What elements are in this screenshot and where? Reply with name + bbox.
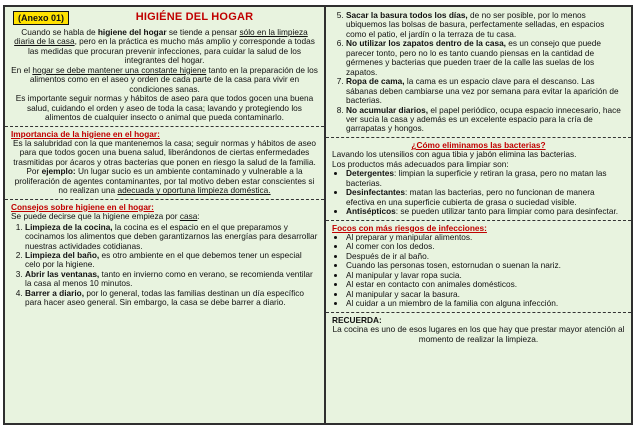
tips-heading: Consejos sobre higiene en el hogar: [11, 201, 154, 212]
risks-heading: Focos con más riesgos de infecciones: [332, 222, 487, 233]
list-item: 5. Sacar la basura todos los días, de no ser posible, por lo menos ubiquemos las bolsas de basura, perfectamente selladas, en espacios como el patio, el jardín o la terraza de tu casa. [346, 11, 625, 39]
eliminate-intro-2: Los productos más adecuados para limpiar son: [332, 158, 509, 169]
list-item: • Al estar en contacto con animales domésticos. [346, 280, 625, 289]
intro-paragraph-3: Es importante seguir normas y hábitos de aseo para que todos gocen una buena salud, cuidando el orden y aseo de toda la casa; lavando y protegiendo los alimentos de cualquier insecto o animal que pueda contaminarlo. [15, 93, 314, 123]
left-column [5, 7, 324, 423]
products-list [332, 169, 625, 216]
list-item: 1. Limpieza de la cocina, la cocina es el espacio en el que preparamos y cocinamos los alimentos que deben garantizarnos las energías para desarrollar nuestras actividades cotidianas. [25, 223, 318, 251]
list-item: • Al manipular y sacar la basura. [346, 290, 625, 299]
divider [326, 312, 631, 313]
list-item: • Al manipular y lavar ropa sucia. [346, 271, 625, 280]
list-item: • Detergentes: limpian la superficie y retiran la grasa, pero no matan las bacterias. [346, 169, 625, 188]
list-item: • Desinfectantes: matan las bacterias, pero no funcionan de manera efectiva en una superficie cubierta de grasa o suciedad visible. [346, 188, 625, 207]
list-item: • Antisépticos: se pueden utilizar tanto para limpiar como para desinfectar. [346, 207, 625, 216]
intro-paragraph-2: En el hogar se debe mantener una constante higiene tanto en la preparación de los alimentos como en el aseo y orden de cada parte de la casa para vivir en condiciones sanas. [11, 64, 318, 94]
list-item: 7. Ropa de cama, la cama es un espacio clave para el descanso. Las sábanas deben cambiarse una vez por semana para evitar la aparición de bacterias. [346, 77, 625, 105]
list-item: • Cuando las personas tosen, estornudan o suenan la nariz. [346, 261, 625, 270]
list-item: 6. No utilizar los zapatos dentro de la casa, es un consejo que puede parecer tonto, pero no lo es tanto cuando piensas en la cantidad de gérmenes y bacterias que pueden traer de la calle las suelas de los zapatos. [346, 39, 625, 77]
tips-intro: Se puede decirse que la higiene empieza por casa: [11, 211, 200, 222]
risks-list [332, 233, 625, 309]
divider [5, 126, 324, 127]
importance-paragraph-1: Es la salubridad con la que mantenemos la casa; seguir normas y hábitos de aseo para que todos gocen una buena salud, liberándonos de ciertas enfermedades trasmitidas por ácaros y otras bacterias que ponen en riesgo la salud de la familia. [12, 137, 316, 167]
remember-heading: RECUERDA: [332, 314, 382, 325]
handout-frame [3, 5, 633, 425]
tips-continued-list [332, 11, 625, 134]
divider [326, 137, 631, 138]
list-item: 2. Limpieza del baño, es otro ambiente en el que debemos tener un especial celo por la higiene. [25, 251, 318, 270]
list-item: 4. Barrer a diario, por lo general, todas las familias destinan un día específico para hacer aseo general. Sin embargo, la casa se debe barrer a diario. [25, 289, 318, 308]
title-row [11, 10, 318, 26]
list-item: 3. Abrir las ventanas, tanto en invierno como en verano, se recomienda ventilar la casa al menos 10 minutos. [25, 270, 318, 289]
divider [5, 199, 324, 200]
annex-label: (Anexo 01) [13, 11, 69, 25]
list-item: 8. No acumular diarios, el papel periódico, ocupa espacio innecesario, hace ver sucia la casa y además es un excelente espacio para la cría de garrapatas y hongos. [346, 106, 625, 134]
list-item: • Al cuidar a un miembro de la familia con alguna infección. [346, 299, 625, 308]
intro-paragraph-1: Cuando se habla de higiene del hogar se tiende a pensar sólo en la limpieza diaria de la casa, pero en la práctica es mucho más amplio y corresponde a todas las medidas que procuran prevenir infecciones, para cuidar la salud de los integrantes del hogar. [14, 27, 315, 66]
remember-text: La cocina es uno de esos lugares en los que hay que prestar mayor atención al momento de realizar la limpieza. [332, 324, 625, 344]
tips-list [11, 223, 318, 308]
list-item: • Al preparar y manipular alimentos. [346, 233, 625, 242]
eliminate-intro-1: Lavando los utensilios con agua tibia y jabón elimina las bacterias. [332, 149, 577, 160]
page-title: HIGIÉNE DEL HOGAR [135, 11, 254, 23]
importance-heading: Importancia de la higiene en el hogar: [11, 128, 160, 139]
eliminate-heading: ¿Cómo eliminamos las bacterias? [411, 139, 546, 150]
right-column [324, 7, 631, 423]
list-item: • Al comer con los dedos. [346, 242, 625, 251]
divider [326, 220, 631, 221]
importance-paragraph-2: Por ejemplo: Un lugar sucio es un ambiente contaminado y vulnerable a la proliferación de agentes contaminantes, por tal motivo deben estar conscientes si no realizan una adecuada y oportuna limpieza doméstica. [14, 166, 315, 196]
list-item: • Después de ir al baño. [346, 252, 625, 261]
